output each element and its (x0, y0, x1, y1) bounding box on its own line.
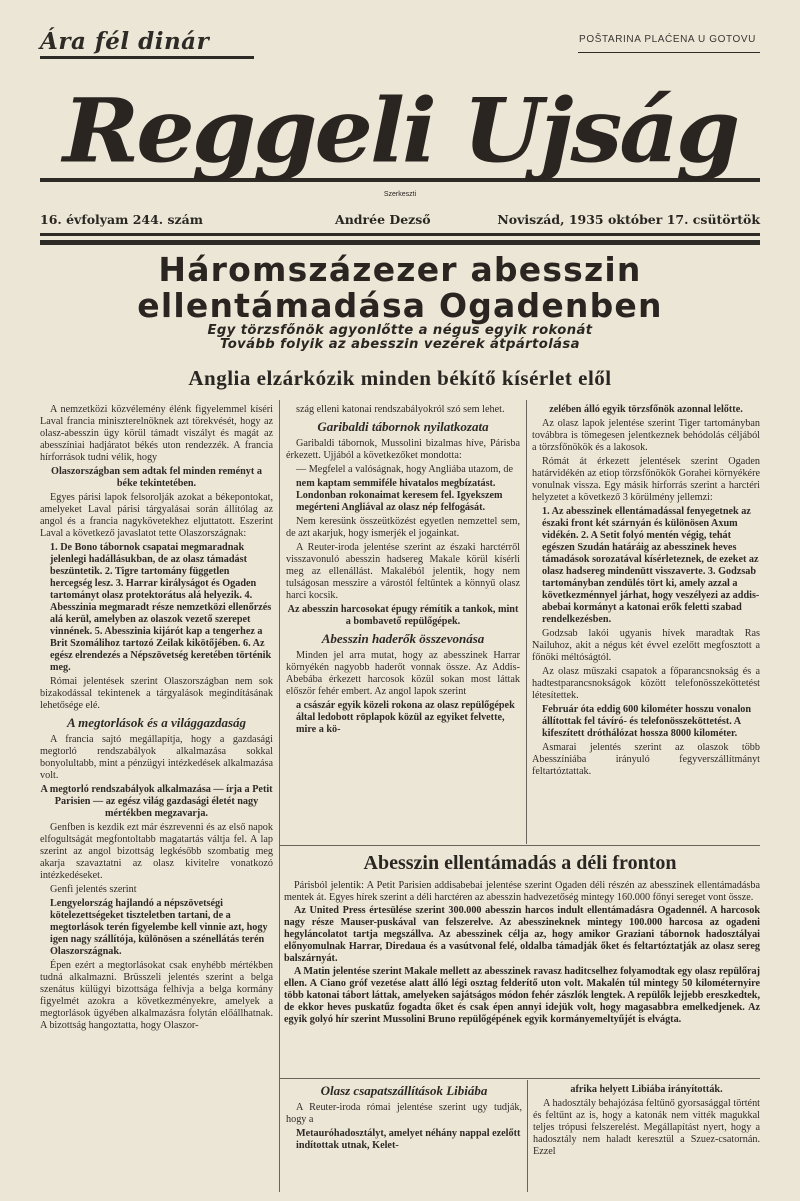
col1-paragraph: Genfben is kezdik ezt már észrevenni és az első napok elfogultságát megfontoltabb magatartás váltja fel. A lap szerint az angol bizottság legkésőbb szombatig meg akarja szavaztatni az olasz kivitelre vonatkozó intézkedéseket. (40, 822, 273, 881)
col1-paragraph: Genfi jelentés szerint (50, 884, 137, 895)
sub-headline (40, 324, 760, 352)
libia-headline: Olasz csapatszállítások Libiába (320, 1083, 488, 1098)
col1-paragraph: Olaszországban sem adtak fel minden reményt a béke tekintetében. (51, 466, 262, 489)
info-rule-thick (40, 240, 760, 245)
deli-paragraph: Párisból jelentik: A Petit Parisien addisabebai jelentése szerint Ogaden déli részén az abesszinek ellentámadásba mentek át. Egyes hírek szerint a déli harctéren az abesszin hadvezetőség mintegy 160.000 főnyi sereget vont össze. (284, 880, 760, 903)
col3-paragraph: 1. Az abesszinek ellentámadással fenyegetnek az északi front két szárnyán és különösen Axum vidékén. 2. A Setit folyó mentén végig, tehát egészen Szudán határáig az abesszinek heves támadások sorozatával kísérleteznek, de ezeket az olasz hadsereg mindenütt visszaverte. 3. Godzsab tartományban zendülés tört ki, amely azzal a következménnyel járhat, hogy veszélyezi az addis-abebai kormányt a katonai erők feletti szabad rendelkezésben. (542, 506, 760, 625)
dateline: Noviszád, 1935 október 17. csütörtök (497, 212, 760, 227)
editor-name: Andrée Dezső (335, 212, 431, 227)
column-divider (279, 400, 280, 1192)
postage-rule (578, 52, 760, 53)
col1-paragraph: 1. De Bono tábornok csapatai megmaradnak jelenlegi hadállásukban, de az olasz támadást beszüntetik. 2. Tigre tartomány független hercegség lesz. 3. Harrar királyságot és Ogaden tartományt olasz protektorátus alá helyezik. 4. Abesszinia megmaradt része nemzetközi ellenőrzés alá kerül, amelyben az olaszok vezető szerepet vinnének. 5. Abesszinia kijárót kap a tengerhez a Brit Szomálihoz tartozó Zeilak kikötőjében. 6. Az egész elrendezés a Népszövetség keretében történik meg. (50, 542, 272, 673)
col2-subheading: Abesszin haderők összevonása (321, 631, 485, 646)
column-divider (526, 400, 527, 844)
col1-paragraph: Épen ezért a megtorlásokat csak enyhébb mértékben tudná alkalmazni. Brüsszeli jelentés szerint a belga szenátus külügyi bizottsága felhívja a belga kormány figyelmét azokra a következményekre, amelyek a megtorlások ügyében alkalmazásra folytán előállhatnak. A bizottság hangoztatta, hogy Olaszor- (40, 960, 273, 1031)
libia-article-left (286, 1084, 522, 1154)
editor-caption: Szerkeszti (383, 191, 417, 198)
deli-article (284, 880, 760, 1027)
libia-paragraph: afrika helyett Libiába irányították. (570, 1084, 723, 1095)
col1-paragraph: A francia sajtó megállapítja, hogy a gazdasági megtorló rendszabályok alkalmazása sokkal bonyolultabb, mint a pénzügyi intézkedések alkalmazása volt. (40, 734, 273, 781)
anglia-headline: Anglia elzárkózik minden békítő kísérlet elől (188, 366, 612, 390)
volume-number: 16. évfolyam 244. szám (40, 212, 203, 227)
col3-paragraph: zelében álló egyik törzsfőnök azonnal lelőtte. (549, 404, 743, 415)
libia-paragraph: A Reuter-iroda római jelentése szerint ugy tudják, hogy a (286, 1102, 522, 1125)
col2-paragraph: Az abesszin harcosokat épugy rémítik a tankok, mint a bombavető repülőgépek. (287, 604, 519, 627)
col2-paragraph: A Reuter-iroda jelentése szerint az északi harctérről visszavonuló abesszin hadsereg Makale körül kísérli meg az ellenállást. Makaléból jelentik, hogy nem tulságosan messzire a várostól feltűntek a könnyű olasz harci kocsik. (286, 542, 520, 601)
postage-label: POŠTARINA PLAĆENA U GOTOVU (579, 34, 756, 45)
headline-line-2: ellentámadása Ogadenben (137, 286, 663, 325)
col3-paragraph: Rómát át érkezett jelentések szerint Ogaden határvidékén az etiop törzsfőnökök Gorahei környékére vonulnak vissza. Egy másik hírforrás szerint a harctéri helyzetet a következő 3 körülmény jellemzi: (532, 456, 760, 503)
deli-headline: Abesszin ellentámadás a déli fronton (363, 852, 677, 874)
col3-paragraph: Az olasz lapok jelentése szerint Tiger tartományban továbbra is tömegesen jelentkeznek behódolás céljából a törzsfőnökök és a lakosok. (532, 418, 760, 453)
section-rule (280, 1078, 760, 1079)
col2-paragraph: Minden jel arra mutat, hogy az abesszinek Harrar környékén nagyobb haderőt vonnak össze. Az Addis-Abebába érkezett harcosok közül sokan most láttak először fehér embert. Az angol lapok szerint (286, 650, 520, 697)
col3-paragraph: Asmarai jelentés szerint az olaszok több Abesszíniába irányuló fegyverszállítmányt feltartóztattak. (532, 742, 760, 777)
masthead-title: Reggeli Ujság (62, 79, 738, 183)
col2-paragraph: Garibaldi tábornok, Mussolini bizalmas híve, Párisba érkezett. Ujjából a következőket mondotta: (286, 438, 520, 461)
column-divider (527, 1080, 528, 1192)
deli-paragraph: Az United Press értesülése szerint 300.000 abesszin harcos indult ellentámadásra Ogadennél. A harcosok nagy része Mauser-puskával van felszerelve. Az abesszineknek mintegy 100.000 harcosa az ogadeni hegyláncolatot tartja megszállva. Az abesszinek célja az, hogy amikor Graziani tábornok hadosztályai előnyomulnak Harrar, Diredaua és a vasútvonal felé, oldalba támadják őket és feltartóztatják az olasz sereg balszárnyát. (284, 905, 760, 964)
section-rule (280, 845, 760, 846)
deli-paragraph: A Matin jelentése szerint Makale mellett az abesszinek ravasz haditcselhez folyamodtak egy olasz repülőraj ellen. A Ciano gróf vezetése alatt álló légi osztag felderítő uton volt. Makalén túl mintegy 50 kilométernyire több katonai tábort láttak, amelyeken sajátságos módon fehér zászlók lengtek. A repülők lejjebb ereszkedtek, de ekkor heves puskatűz fogadta őket és csak épen annyi idejük volt, hogy magasabbra emelkedjenek. Az egyik golyó hír szerint Mussolini Bruno repülőgépének egyik kormányemeltyűjét is elvágta. (284, 966, 760, 1025)
price-label: Ára fél dinár (40, 28, 210, 55)
sub-headline-1: Egy törzsfőnök agyonlőtte a négus egyik rokonát (207, 323, 593, 338)
col2-paragraph: nem kaptam semmiféle hivatalos megbízatást. Londonban rokonaimat keresem fel. Igyekszem megérteni Angliával az olasz nép felfogását. (296, 478, 503, 513)
libia-paragraph: Metauróhadosztályt, amelyet néhány nappal ezelőtt indítottak utnak, Kelet- (296, 1128, 521, 1151)
price-rule (40, 56, 254, 59)
info-rule (40, 233, 760, 236)
col2-paragraph: — Megfelel a valóságnak, hogy Angliába utazom, de (296, 464, 513, 475)
col2-paragraph: Nem keresünk összeütközést egyetlen nemzettel sem, de azt akarjuk, hogy ismerjék el jogainkat. (286, 516, 520, 539)
col1-paragraph: Római jelentések szerint Olaszországban nem sok bizakodással tekintenek a tárgyalások megindításának lehetősége elé. (40, 676, 273, 711)
col1-paragraph: A megtorló rendszabályok alkalmazása — írja a Petit Parisien — az egész világ gazdasági életét nagy mértékben megzavarja. (40, 784, 273, 819)
col1-paragraph: Egyes párisi lapok felsorolják azokat a békepontokat, amelyeket Laval párisi tárgyalásai során állítólag az angol és a francia nagykövetekhez eljuttatott. Eszerint Laval a következő javaslatot tette Olaszországnak: (40, 492, 273, 539)
col3-paragraph: Az olasz műszaki csapatok a főparancsnokság és a hadtestparancsnokságok között telefonösszeköttetést létesítettek. (532, 666, 760, 701)
libia-article-right (533, 1084, 760, 1160)
col1-paragraph: Lengyelország hajlandó a népszövetségi kötelezettségeket tiszteletben tartani, de a megtorlások terén figyelembe kell vinnie azt, hogy igen nagy szállítója, különösen a szénellátás terén Olaszországnak. (50, 898, 268, 957)
column-1 (40, 404, 273, 1034)
col1-paragraph: A nemzetközi közvélemény élénk figyelemmel kíséri Laval francia miniszterelnöknek azt törekvését, hogy az olasz-abesszin ügy körül támadt viszályt és magát az abesszíniai hadjáratot békés uton rendezzék. A francia hírforrások tudni vélik, hogy (40, 404, 273, 463)
col2-paragraph: a császár egyik közeli rokona az olasz repülőgépek által ledobott röplapok közül az egyiket felvette, mire a kö- (296, 700, 515, 735)
col3-paragraph: Február óta eddig 600 kilométer hosszu vonalon állítottak fel távíró- és telefonösszeköttetést. A kifeszített dróthálózat hossza 8000 kilométer. (542, 704, 752, 739)
headline-line-1: Háromszázezer abesszin (158, 250, 642, 289)
column-3 (532, 404, 760, 780)
col2-paragraph: szág elleni katonai rendszabályokról szó sem lehet. (296, 404, 505, 415)
libia-paragraph: A hadosztály behajózása feltűnő gyorsasággal történt és feltűnt az is, hogy a katonák nem vitték magukkal teljes trópusi felszerelést. Megállapítást nyert, hogy a hadosztály nem haladt keresztül a Szuez-csatornán. Ezzel (533, 1098, 760, 1157)
sub-headline-2: Tovább folyik az abesszin vezérek átpártolása (220, 337, 580, 352)
column-2 (286, 404, 520, 738)
col3-paragraph: Godzsab lakói ugyanis hívek maradtak Ras Nailuhoz, akit a négus két évvel ezelőtt megfosztott a főnöki méltóságtól. (532, 628, 760, 663)
main-headline (40, 252, 760, 324)
col1-subheading: A megtorlások és a világgazdaság (66, 715, 247, 730)
col2-subheading: Garibaldi tábornok nyilatkozata (317, 419, 489, 434)
